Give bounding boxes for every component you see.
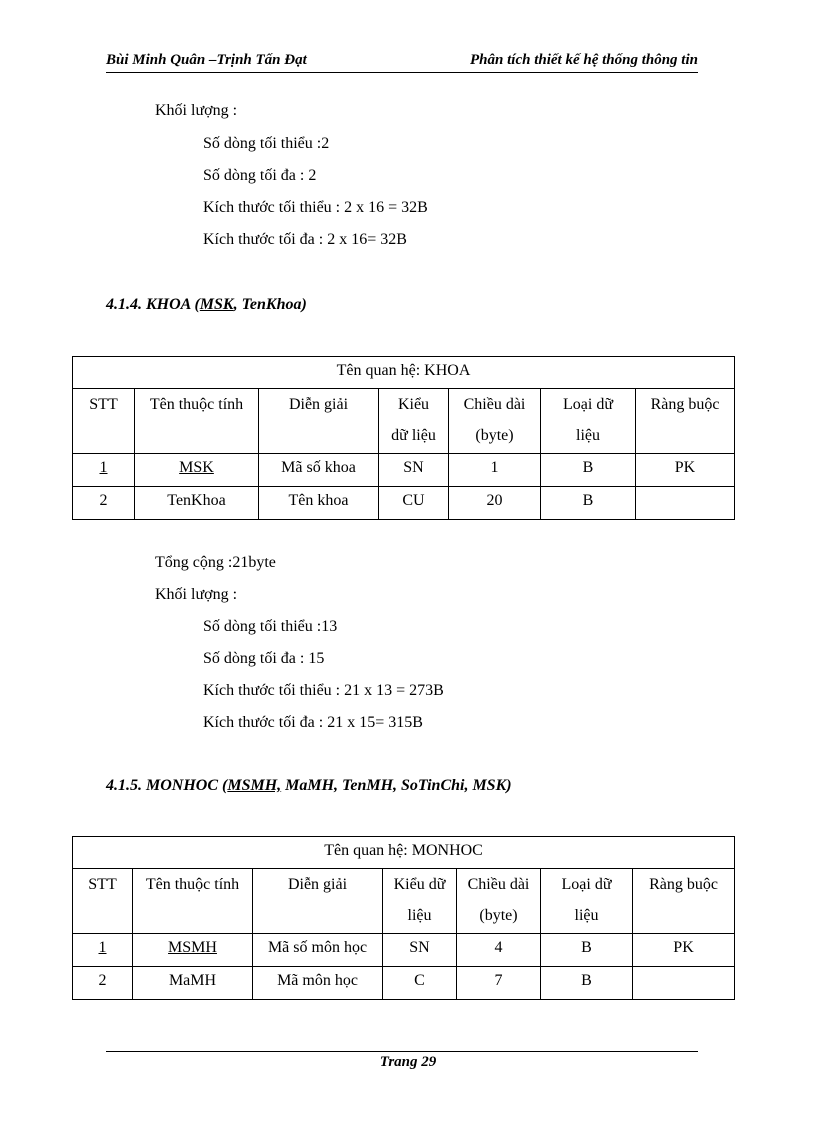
table-row xyxy=(73,487,735,520)
min-size: Kích thước tối thiểu : 21 x 13 = 273B xyxy=(203,682,444,699)
max-rows: Số dòng tối đa : 15 xyxy=(203,650,325,667)
table-row xyxy=(73,934,735,967)
col-rang-buoc: Ràng buộc xyxy=(636,389,735,454)
cell-kieu: CU xyxy=(379,487,449,520)
min-rows: Số dòng tối thiểu :13 xyxy=(203,618,338,635)
col-loai: Loại dữ liệu xyxy=(541,869,633,934)
cell-kieu: C xyxy=(383,967,457,1000)
section-heading-monhoc xyxy=(106,777,512,795)
min-size: Kích thước tối thiểu : 2 x 16 = 32B xyxy=(203,199,428,216)
table-row xyxy=(73,967,735,1000)
table-row xyxy=(73,454,735,487)
section-prefix: 4.1.5. MONHOC ( xyxy=(106,777,228,794)
cell-chieu: 7 xyxy=(457,967,541,1000)
cell-loai: B xyxy=(541,454,636,487)
tong-cong: Tổng cộng :21byte xyxy=(155,554,276,571)
header-authors: Bùi Minh Quân –Trịnh Tấn Đạt xyxy=(106,52,307,68)
col-dien-giai: Diễn giải xyxy=(253,869,383,934)
cell-loai: B xyxy=(541,934,633,967)
table-header-row xyxy=(73,389,735,454)
cell-dien-giai: Mã số khoa xyxy=(259,454,379,487)
col-chieu-dai: Chiều dài (byte) xyxy=(457,869,541,934)
section-suffix: , TenKhoa) xyxy=(233,296,307,313)
cell-rang-buoc: PK xyxy=(636,454,735,487)
cell-stt: 1 xyxy=(98,939,107,956)
col-stt: STT xyxy=(73,869,133,934)
header-course: Phân tích thiết kế hệ thống thông tin xyxy=(470,52,698,68)
col-ten: Tên thuộc tính xyxy=(135,389,259,454)
col-dien-giai: Diễn giải xyxy=(259,389,379,454)
cell-ten: MaMH xyxy=(133,967,253,1000)
table-khoa xyxy=(72,356,735,520)
footer-divider xyxy=(106,1051,698,1052)
table-header-row xyxy=(73,869,735,934)
cell-dien-giai: Mã môn học xyxy=(253,967,383,1000)
cell-rang-buoc: PK xyxy=(633,934,735,967)
cell-ten: TenKhoa xyxy=(135,487,259,520)
max-size: Kích thước tối đa : 2 x 16= 32B xyxy=(203,231,407,248)
cell-dien-giai: Mã số môn học xyxy=(253,934,383,967)
section-heading-khoa xyxy=(106,296,307,314)
table-title: Tên quan hệ: MONHOC xyxy=(73,837,735,869)
cell-ten: MSK xyxy=(179,459,214,476)
col-chieu-dai: Chiều dài (byte) xyxy=(449,389,541,454)
cell-stt: 2 xyxy=(73,487,135,520)
cell-rang-buoc xyxy=(633,967,735,1000)
cell-kieu: SN xyxy=(383,934,457,967)
min-rows: Số dòng tối thiểu :2 xyxy=(203,135,330,152)
cell-loai: B xyxy=(541,487,636,520)
cell-kieu: SN xyxy=(379,454,449,487)
col-kieu: Kiểu dữ liệu xyxy=(383,869,457,934)
section-key: MSK xyxy=(199,296,234,313)
cell-stt: 1 xyxy=(99,459,108,476)
col-stt: STT xyxy=(73,389,135,454)
section-prefix: 4.1.4. KHOA ( xyxy=(106,296,200,313)
cell-loai: B xyxy=(541,967,633,1000)
page-header xyxy=(106,50,698,73)
section-suffix: MaMH, TenMH, SoTinChi, MSK) xyxy=(281,777,512,794)
max-size: Kích thước tối đa : 21 x 15= 315B xyxy=(203,714,423,731)
page-number: Trang 29 xyxy=(379,1054,437,1070)
cell-dien-giai: Tên khoa xyxy=(259,487,379,520)
cell-ten: MSMH xyxy=(168,939,217,956)
section-key: MSMH, xyxy=(227,777,282,794)
col-ten: Tên thuộc tính xyxy=(133,869,253,934)
cell-chieu: 20 xyxy=(449,487,541,520)
col-loai: Loại dữ liệu xyxy=(541,389,636,454)
cell-stt: 2 xyxy=(73,967,133,1000)
table-monhoc xyxy=(72,836,735,1000)
table-title: Tên quan hệ: KHOA xyxy=(73,357,735,389)
col-kieu: Kiểu dữ liệu xyxy=(379,389,449,454)
khoi-luong-label: Khối lượng : xyxy=(155,586,238,603)
max-rows: Số dòng tối đa : 2 xyxy=(203,167,317,184)
cell-chieu: 1 xyxy=(449,454,541,487)
col-rang-buoc: Ràng buộc xyxy=(633,869,735,934)
khoi-luong-label: Khối lượng : xyxy=(155,102,238,119)
cell-rang-buoc xyxy=(636,487,735,520)
cell-chieu: 4 xyxy=(457,934,541,967)
